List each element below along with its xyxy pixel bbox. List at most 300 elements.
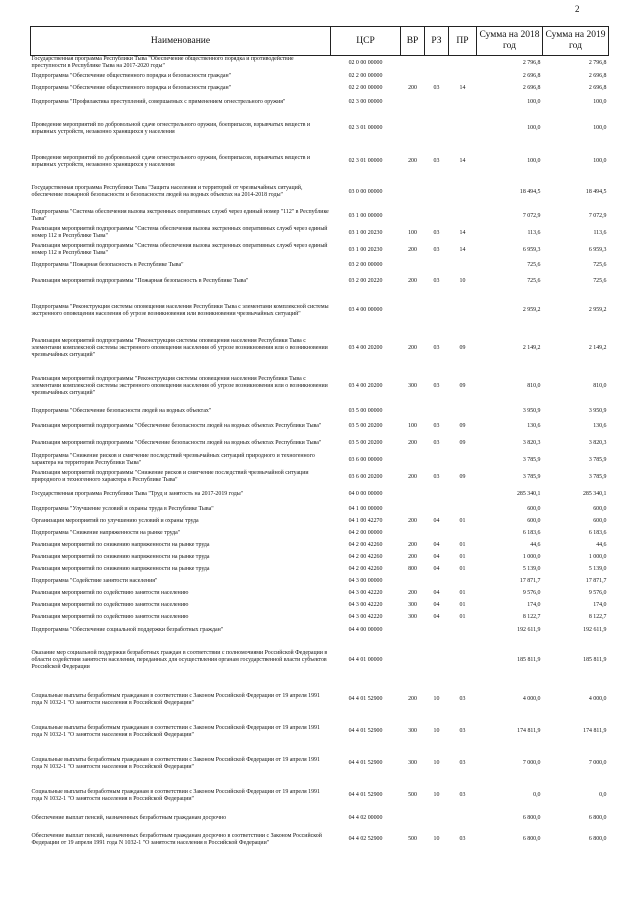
row-sum-2018: 3 785,9 [522,456,541,463]
row-name: Проведение мероприятий по добровольной сдаче огнестрельного оружия, боеприпасов, взрывчатых веществ и взрывных устройств, незаконно хранящихся у населения [31,154,311,168]
row-rz: 03 [433,439,440,446]
row-sum-2018: 285 340,1 [516,490,541,497]
row-name: Реализация мероприятий подпрограммы "Обеспечение безопасности людей на водных объектах Республики Тыва" [31,439,322,446]
row-sum-2019: 9 576,0 [588,590,607,596]
row-name: Обеспечение выплат пенсий, назначенных безработным гражданам досрочно [31,815,227,821]
row-sum-2019: 725,6 [593,278,607,284]
row-csr: 04 3 00 42220 [348,602,383,608]
row-csr: 03 6 00 00000 [348,456,383,463]
row-sum-2019: 17 871,7 [585,578,607,584]
table-row [31,684,609,716]
row-pr [449,503,477,516]
row-rz: 03 [433,84,440,91]
row-csr: 02 0 00 00000 [348,59,383,66]
row-vr: 100 [408,229,417,236]
header-sum-2018: Сумма на 2018 год [477,27,543,56]
row-sum-2019: 18 494,5 [585,188,607,195]
table-row [31,272,609,292]
row-name: Проведение мероприятий по добровольной сдаче огнестрельного оружия, боеприпасов, взрывчатых веществ и взрывных устройств, незаконно хранящихся у населения [31,121,311,135]
page-number: 2 [575,4,580,14]
row-csr: 03 5 00 00000 [348,408,383,414]
row-sum-2019: 185 811,9 [583,656,607,663]
table-row [31,330,609,368]
row-csr: 03 4 00 20200 [348,383,383,389]
row-name: Реализация мероприятий подпрограммы "Реконструкция системы оповещения населения Республики Тыва с элементами комплексной системы экстренного оповещения населения об угрозе возникновения или о возникновении чрезвычайных ситуаций" [31,338,328,358]
row-rz: 10 [433,792,440,798]
budget-table [30,26,609,854]
row-csr: 04 4 02 00000 [348,815,383,821]
row-name: Социальные выплаты безработным гражданам в соответствии с Законом Российской Федерации от 19 апреля 1991 года N 1032-1 "О занятости населения в Российской Федерации" [31,724,320,738]
row-vr: 200 [408,439,417,446]
row-csr: 02 3 01 00000 [348,158,383,164]
row-rz [425,208,449,225]
row-name: Обеспечение выплат пенсий, назначенных безработным гражданам досрочно в соответствии с Законом Российской Федерации от 19 апреля 1991 года N 1032-1 "О занятости населения в Российской Федерации" [31,832,322,846]
row-vr [401,528,425,540]
row-csr: 04 4 01 52900 [348,728,383,734]
table-row [31,588,609,600]
row-rz: 03 [433,345,440,351]
row-vr: 200 [408,518,417,524]
row-rz [425,71,449,83]
row-rz: 04 [433,518,440,524]
row-pr [449,111,477,147]
row-name: Подпрограмма "Содействие занятости населения" [31,578,158,584]
table-row [31,292,609,330]
row-sum-2018: 3 785,9 [522,473,541,480]
table-row [31,612,609,624]
row-sum-2018: 44,6 [530,542,541,548]
row-rz [425,624,449,637]
row-rz: 03 [433,422,440,429]
row-rz: 03 [433,473,440,480]
table-row [31,528,609,540]
row-sum-2018: 185 811,9 [517,656,541,663]
table-row [31,71,609,83]
header-rz: РЗ [425,27,449,56]
row-csr: 04 1 00 42270 [348,518,383,524]
row-vr: 300 [408,614,417,620]
row-sum-2019: 3 785,9 [588,456,607,463]
row-sum-2019: 174 811,9 [583,728,607,734]
row-vr [401,208,425,225]
row-rz [425,111,449,147]
row-name: Реализация мероприятий по снижению напряженности на рынке труда [31,554,210,560]
row-name: Социальные выплаты безработным гражданам в соответствии с Законом Российской Федерации от 19 апреля 1991 года N 1032-1 "О занятости населения в Российской Федерации" [31,788,320,802]
table-row [31,826,609,854]
table-row [31,56,609,71]
row-pr: 01 [459,566,466,572]
row-vr [401,576,425,588]
row-csr: 03 1 00 20230 [348,246,383,253]
row-sum-2018: 6 183,6 [522,530,541,536]
row-sum-2019: 100,0 [593,98,607,105]
row-pr: 01 [459,542,466,548]
row-csr: 03 4 00 20200 [348,345,383,351]
table-row [31,600,609,612]
row-pr: 01 [459,590,466,596]
row-rz [425,576,449,588]
row-sum-2019: 6 959,3 [588,246,607,253]
row-pr: 03 [459,728,466,734]
row-csr: 04 4 02 52900 [348,836,383,842]
row-sum-2018: 2 796,8 [522,59,541,66]
row-pr: 01 [459,602,466,608]
row-rz [425,528,449,540]
row-sum-2019: 600,0 [593,505,607,512]
row-sum-2018: 7 000,0 [522,760,541,766]
row-sum-2019: 4 000,0 [588,696,607,702]
row-vr: 300 [408,383,417,389]
table-row [31,94,609,111]
row-sum-2019: 725,6 [593,261,607,268]
table-row [31,368,609,406]
table-row [31,748,609,780]
row-csr: 04 3 00 42220 [348,614,383,620]
row-rz: 04 [433,566,440,572]
row-vr: 200 [408,542,417,548]
row-vr [401,812,425,826]
row-sum-2018: 2 149,2 [522,345,541,351]
row-vr: 200 [408,696,417,702]
row-pr [449,56,477,71]
row-pr: 14 [459,229,466,236]
row-name: Реализация мероприятий по содействию занятости населению [31,602,189,608]
row-pr [449,452,477,469]
row-name: Подпрограмма "Снижение рисков и смягчение последствий чрезвычайных ситуаций природного и техногенного характера на территории Республики Тыва" [31,453,315,466]
table-row [31,259,609,272]
row-vr [401,71,425,83]
row-sum-2019: 285 340,1 [582,490,607,497]
row-sum-2018: 3 820,3 [522,439,541,446]
row-vr [401,111,425,147]
table-row [31,242,609,259]
row-vr: 500 [408,836,417,842]
row-rz [425,637,449,684]
row-name: Социальные выплаты безработным гражданам в соответствии с Законом Российской Федерации от 19 апреля 1991 года N 1032-1 "О занятости населения в Российской Федерации" [31,692,320,706]
row-rz [425,177,449,208]
row-sum-2018: 1 000,0 [522,554,541,560]
row-sum-2019: 100,0 [593,158,607,164]
row-csr: 02 2 00 00000 [348,73,383,79]
header-sum-2019: Сумма на 2019 год [543,27,609,56]
row-csr: 03 2 00 20220 [348,278,383,284]
row-csr: 04 2 00 00000 [348,530,383,536]
row-sum-2018: 100,0 [527,98,541,105]
row-sum-2018: 6 800,0 [522,815,541,821]
row-rz: 10 [433,728,440,734]
row-sum-2019: 1 000,0 [588,554,607,560]
row-vr [401,486,425,503]
table-row [31,576,609,588]
row-sum-2019: 0,0 [599,792,607,798]
row-vr: 200 [408,590,417,596]
row-sum-2019: 174,0 [593,602,607,608]
row-csr: 04 2 00 42260 [348,566,383,572]
table-body [31,56,609,854]
row-csr: 03 1 00 20230 [348,229,383,236]
row-pr [449,486,477,503]
row-csr: 04 1 00 00000 [348,505,383,512]
table-row [31,503,609,516]
row-csr: 04 3 00 42220 [348,590,383,596]
row-sum-2019: 7 072,9 [588,212,607,219]
row-sum-2019: 5 139,0 [588,566,607,572]
row-name: Подпрограмма "Снижение напряженности на рынке труда" [31,530,181,536]
row-csr: 03 4 00 00000 [348,307,383,313]
row-pr [449,624,477,637]
row-sum-2018: 810,0 [527,383,541,389]
row-pr: 09 [459,473,466,480]
table-row [31,147,609,177]
row-name: Реализация мероприятий подпрограммы "Пожарная безопасность в Республике Тыва" [31,278,249,284]
row-sum-2019: 44,6 [596,542,607,548]
row-csr: 04 2 00 42260 [348,554,383,560]
table-row [31,406,609,418]
row-vr: 300 [408,760,417,766]
table-row [31,83,609,94]
row-sum-2019: 6 800,0 [588,815,607,821]
row-name: Подпрограмма "Обеспечение общественного порядка и безопасности граждан" [31,84,232,91]
row-name: Подпрограмма "Улучшение условий и охраны труда в Республике Тыва" [31,505,214,512]
row-vr: 300 [408,728,417,734]
row-sum-2019: 7 000,0 [588,760,607,766]
row-vr [401,624,425,637]
row-sum-2019: 3 950,9 [588,408,607,414]
row-rz [425,56,449,71]
row-rz: 04 [433,602,440,608]
row-vr [401,503,425,516]
header-csr: ЦСР [331,27,401,56]
row-rz: 04 [433,542,440,548]
row-sum-2018: 725,6 [527,278,541,284]
row-sum-2018: 113,6 [527,229,541,236]
row-rz [425,94,449,111]
row-pr: 01 [459,614,466,620]
row-csr: 03 1 00 00000 [348,212,383,219]
row-sum-2018: 7 072,9 [522,212,541,219]
table-row [31,716,609,748]
row-csr: 03 6 00 20200 [348,473,383,480]
row-rz: 04 [433,590,440,596]
row-name: Социальные выплаты безработным гражданам в соответствии с Законом Российской Федерации от 19 апреля 1991 года N 1032-1 "О занятости населения в Российской Федерации" [31,756,320,770]
row-pr: 10 [459,278,466,284]
row-vr [401,259,425,272]
row-sum-2018: 18 494,5 [519,188,541,195]
row-csr: 04 4 01 52900 [348,696,383,702]
row-sum-2019: 810,0 [593,383,607,389]
row-pr: 03 [459,696,466,702]
row-pr [449,94,477,111]
row-vr: 200 [408,246,417,253]
row-pr [449,637,477,684]
row-sum-2019: 2 959,2 [588,307,607,313]
header-name: Наименование [31,27,331,56]
row-rz [425,486,449,503]
row-sum-2018: 174,0 [527,602,541,608]
table-row [31,208,609,225]
row-vr: 500 [408,792,417,798]
row-name: Реализация мероприятий по содействию занятости населению [31,614,189,620]
row-sum-2018: 5 139,0 [522,566,541,572]
row-vr [401,94,425,111]
row-sum-2019: 113,6 [593,229,607,236]
table-row [31,177,609,208]
row-name: Подпрограмма "Обеспечение социальной поддержки безработных граждан" [31,626,224,633]
row-sum-2018: 17 871,7 [519,578,541,584]
row-vr: 200 [408,158,417,164]
row-rz [425,452,449,469]
row-rz: 03 [433,229,440,236]
row-csr: 04 3 00 00000 [348,578,383,584]
header-vr: ВР [401,27,425,56]
row-sum-2018: 6 800,0 [522,836,541,842]
table-row [31,552,609,564]
row-sum-2018: 0,0 [533,792,541,798]
row-sum-2018: 192 611,9 [517,626,541,633]
row-rz: 10 [433,696,440,702]
row-pr: 09 [459,439,466,446]
table-row [31,564,609,576]
row-vr [401,452,425,469]
row-name: Подпрограмма "Пожарная безопасность в Республике Тыва" [31,261,184,268]
row-csr: 04 0 00 00000 [348,490,383,497]
table-row [31,540,609,552]
row-sum-2018: 130,6 [527,422,541,429]
row-vr [401,292,425,330]
row-csr: 04 4 01 52900 [348,760,383,766]
row-pr: 14 [459,158,466,164]
row-csr: 03 5 00 20200 [348,422,383,429]
table-row [31,225,609,242]
row-pr [449,71,477,83]
row-rz [425,259,449,272]
row-vr [401,637,425,684]
row-name: Подпрограмма "Профилактика преступлений, совершаемых с применением огнестрельного оружия" [31,98,286,105]
row-pr: 01 [459,554,466,560]
row-sum-2018: 8 122,7 [522,614,541,620]
row-csr: 04 4 01 00000 [348,656,383,663]
row-name: Реализация мероприятий по содействию занятости населению [31,590,189,596]
row-vr: 200 [408,473,417,480]
row-sum-2018: 100,0 [527,158,541,164]
row-rz: 03 [433,158,440,164]
table-row [31,469,609,486]
row-rz [425,503,449,516]
row-vr: 200 [408,84,417,91]
row-csr: 04 4 00 00000 [348,626,383,633]
row-vr: 800 [408,566,417,572]
row-name: Государственная программа Республики Тыва "Труд и занятость на 2017-2019 годы" [31,490,244,497]
row-csr: 03 5 00 20200 [348,439,383,446]
row-name: Реализация мероприятий по снижению напряженности на рынке труда [31,566,210,572]
table-row [31,812,609,826]
row-sum-2019: 6 183,6 [588,530,607,536]
row-name: Государственная программа Республики Тыва "Обеспечение общественного порядка и противодействие преступности в Республике Тыва на 2017-2020 годы" [31,56,294,70]
row-rz [425,812,449,826]
row-sum-2019: 3 820,3 [588,439,607,446]
row-sum-2018: 2 696,8 [522,73,541,79]
row-pr: 03 [459,760,466,766]
row-sum-2019: 2 149,2 [588,345,607,351]
row-pr [449,406,477,418]
row-sum-2019: 192 611,9 [583,626,607,633]
row-pr [449,576,477,588]
row-rz: 10 [433,760,440,766]
row-pr: 14 [459,84,466,91]
row-vr [401,56,425,71]
row-name: Реализация мероприятий по снижению напряженности на рынке труда [31,542,210,548]
row-sum-2018: 600,0 [527,505,541,512]
row-pr: 09 [459,422,466,429]
row-csr: 02 2 00 00000 [348,84,383,91]
row-name: Подпрограмма "Обеспечение безопасности людей на водных объектах" [31,408,212,414]
row-sum-2018: 2 696,8 [522,84,541,91]
row-sum-2019: 2 796,8 [588,59,607,66]
row-sum-2018: 3 950,9 [522,408,541,414]
row-name: Реализация мероприятий подпрограммы "Снижение рисков и смягчение последствий чрезвычайной ситуации природного и техногенного характера в Республике Тыва" [31,470,309,483]
row-rz: 03 [433,278,440,284]
row-vr: 100 [408,422,417,429]
row-rz: 03 [433,383,440,389]
row-rz: 03 [433,246,440,253]
row-csr: 03 0 00 00000 [348,188,383,195]
row-pr: 09 [459,345,466,351]
row-sum-2018: 600,0 [527,518,541,524]
row-sum-2019: 6 800,0 [588,836,607,842]
row-pr [449,292,477,330]
row-pr [449,812,477,826]
row-name: Подпрограмма "Реконструкция системы оповещения населения Республики Тыва с элементами комплексной системы экстренного оповещения населения об угрозе возникновения или возникновении чрезвычайных ситуаций" [31,303,329,317]
table-row [31,435,609,452]
row-pr: 14 [459,246,466,253]
row-rz [425,406,449,418]
row-csr: 03 2 00 00000 [348,261,383,268]
row-vr [401,406,425,418]
table-row [31,111,609,147]
row-vr: 300 [408,602,417,608]
row-name: Реализация мероприятий подпрограммы "Обеспечение безопасности людей на водных объектах Республики Тыва" [31,422,322,429]
row-name: Оказание мер социальной поддержки безработных граждан в соответствии с полномочиями Российской Федерации в области содействия занятости населения, переданных для осуществления органам государственной власти субъектов Российской Федерации [31,649,328,670]
row-name: Организация мероприятий по улучшению условий и охраны труда [31,518,199,524]
row-sum-2019: 2 696,8 [588,84,607,91]
row-csr: 04 4 01 52900 [348,792,383,798]
row-pr [449,177,477,208]
table-row [31,516,609,528]
row-pr: 03 [459,836,466,842]
row-sum-2018: 100,0 [527,125,541,131]
row-sum-2019: 600,0 [593,518,607,524]
row-sum-2018: 9 576,0 [522,590,541,596]
row-name: Реализация мероприятий подпрограммы "Реконструкция системы оповещения населения Республики Тыва с элементами комплексной системы экстренного оповещения населения об угрозе возникновения или о возникновении чрезвычайных ситуаций" [31,376,328,396]
row-sum-2019: 3 785,9 [588,473,607,480]
row-pr: 03 [459,792,466,798]
row-sum-2018: 725,6 [527,261,541,268]
table-row [31,452,609,469]
row-pr [449,528,477,540]
row-vr: 200 [408,554,417,560]
header-pr: ПР [449,27,477,56]
row-pr [449,208,477,225]
row-vr [401,177,425,208]
row-rz: 10 [433,836,440,842]
row-sum-2018: 174 811,9 [517,728,541,734]
row-sum-2019: 8 122,7 [588,614,607,620]
row-pr: 09 [459,383,466,389]
table-row [31,418,609,435]
row-name: Государственная программа Республики Тыва "Защита населения и территорий от чрезвычайных ситуаций, обеспечение пожарной безопасности и безопасности людей на водных объектах на 2014-2018 годы" [31,185,303,198]
row-sum-2018: 4 000,0 [522,696,541,702]
row-sum-2018: 2 959,2 [522,307,541,313]
